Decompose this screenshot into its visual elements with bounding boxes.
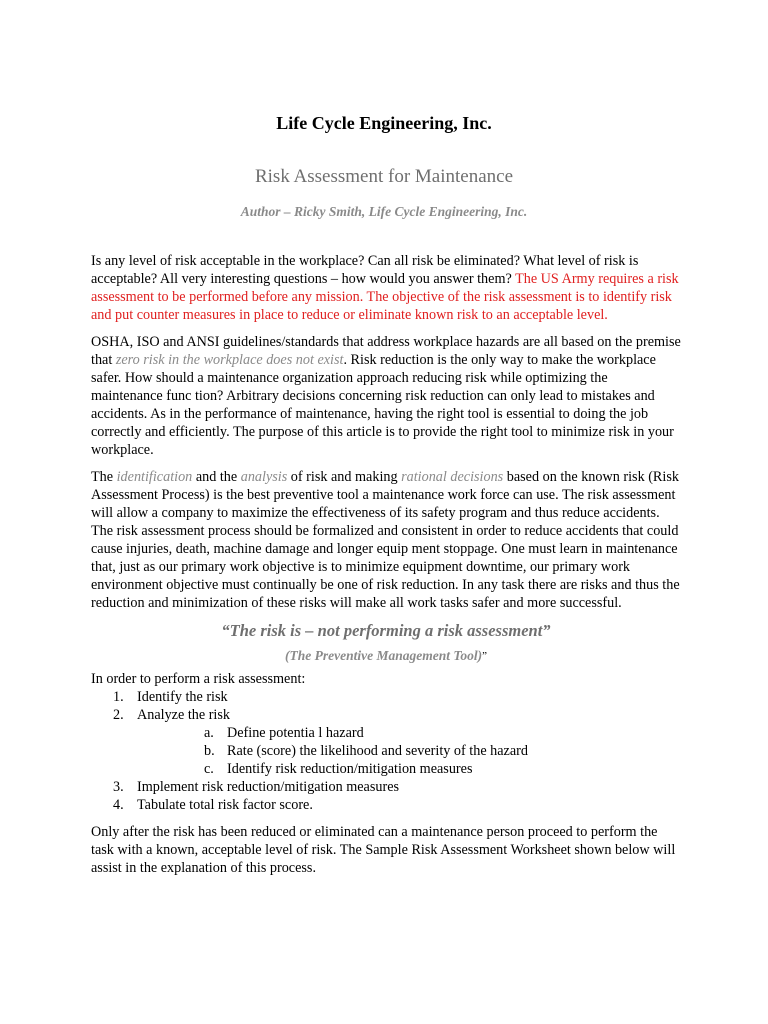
list-number: 3. <box>113 779 124 795</box>
company-heading: Life Cycle Engineering, Inc. <box>276 113 492 133</box>
closing-quote-mark: ” <box>482 650 487 662</box>
sub-list-letter: b. <box>204 743 215 759</box>
list-item-text: Implement risk reduction/mitigation measures <box>137 779 400 795</box>
process-text-2: and the <box>192 469 241 485</box>
standards-text-before: OSHA, ISO and ANSI guidelines/standards that address workplace hazards are all based on the premise that <box>91 334 681 368</box>
pull-quote-subtitle <box>91 647 681 665</box>
sub-list-item <box>137 742 681 760</box>
sub-list-item-text: Define potentia l hazard <box>227 725 364 741</box>
sub-steps-list <box>137 724 681 778</box>
sub-list-letter: c. <box>204 761 214 777</box>
closing-paragraph: Only after the risk has been reduced or eliminated can a maintenance person proceed to perform the task with a known, acceptable level of risk. The Sample Risk Assessment Worksheet shown below will assist in the explanation of this process. <box>91 824 676 876</box>
steps-intro: In order to perform a risk assessment: <box>91 671 306 687</box>
process-text-1: The <box>91 469 117 485</box>
process-text-4: based on the known risk (Risk Assessment Process) is the best preventive tool a maintenance work force can use. The risk assessment will allow a company to maximize the effectiveness of its safety program and thus reduce accidents. The risk assessment process should be formalized and consistent in order to reduce accidents that could cause injuries, death, machine damage and longer equip ment stoppage. One must learn in maintenance that, just as our primary work objective is to minimize equipment downtime, our primary work environment objective must continually be one of risk reduction. In any task there are risks and thus the reduction and minimization of these risks will make all work tasks safer and more successful. <box>91 469 680 611</box>
document-title: Risk Assessment for Maintenance <box>254 166 514 187</box>
list-item <box>91 706 681 778</box>
list-item <box>91 778 681 796</box>
list-number: 4. <box>113 797 124 813</box>
steps-list <box>91 688 681 814</box>
sub-list-item <box>137 724 681 742</box>
list-item <box>91 796 681 814</box>
sub-list-letter: a. <box>204 725 214 741</box>
rational-decisions-emphasis: rational decisions <box>401 469 504 485</box>
sub-list-item <box>137 760 681 778</box>
sub-list-item-text: Identify risk reduction/mitigation measures <box>227 761 473 777</box>
analysis-emphasis: analysis <box>240 469 288 485</box>
intro-text: Is any level of risk acceptable in the workplace? Can all risk be eliminated? What level of risk is acceptable? All very interesting questions – how would you answer them? <box>91 253 639 287</box>
identification-emphasis: identification <box>116 469 193 485</box>
list-item-text: Tabulate total risk factor score. <box>137 797 313 813</box>
article-body <box>91 252 681 886</box>
list-item-text: Analyze the risk <box>137 707 230 723</box>
subtitle-text: (The Preventive Management Tool) <box>285 648 483 663</box>
standards-paragraph <box>91 333 681 459</box>
zero-risk-emphasis: zero risk in the workplace does not exist <box>115 352 344 368</box>
army-highlight-text: The US Army requires a risk assessment to be performed before any mission. The objective of the risk assessment is to identify risk and put counter measures in place to reduce or eliminate known risk to an acceptable level. <box>91 271 679 323</box>
process-text-3: of risk and making <box>287 469 402 485</box>
sub-list-item-text: Rate (score) the likelihood and severity of the hazard <box>227 743 528 759</box>
list-item <box>91 688 681 706</box>
list-number: 2. <box>113 707 124 723</box>
author-line: Author – Ricky Smith, Life Cycle Engineering, Inc. <box>240 204 528 219</box>
process-paragraph <box>91 468 681 612</box>
standards-text-after: . Risk reduction is the only way to make the workplace safer. How should a maintenance organization approach reducing risk while optimizing the maintenance func tion? Arbitrary decisions concerning risk reduction can only lead to mistakes and accidents. As in the performance of maintenance, having the right tool is essential to doing the job correctly and efficiently. The purpose of this article is to provide the right tool to minimize risk in your workplace. <box>91 352 674 458</box>
list-item-text: Identify the risk <box>137 689 228 705</box>
pull-quote: “The risk is – not performing a risk assessment” <box>221 621 551 640</box>
intro-paragraph <box>91 252 681 324</box>
list-number: 1. <box>113 689 124 705</box>
